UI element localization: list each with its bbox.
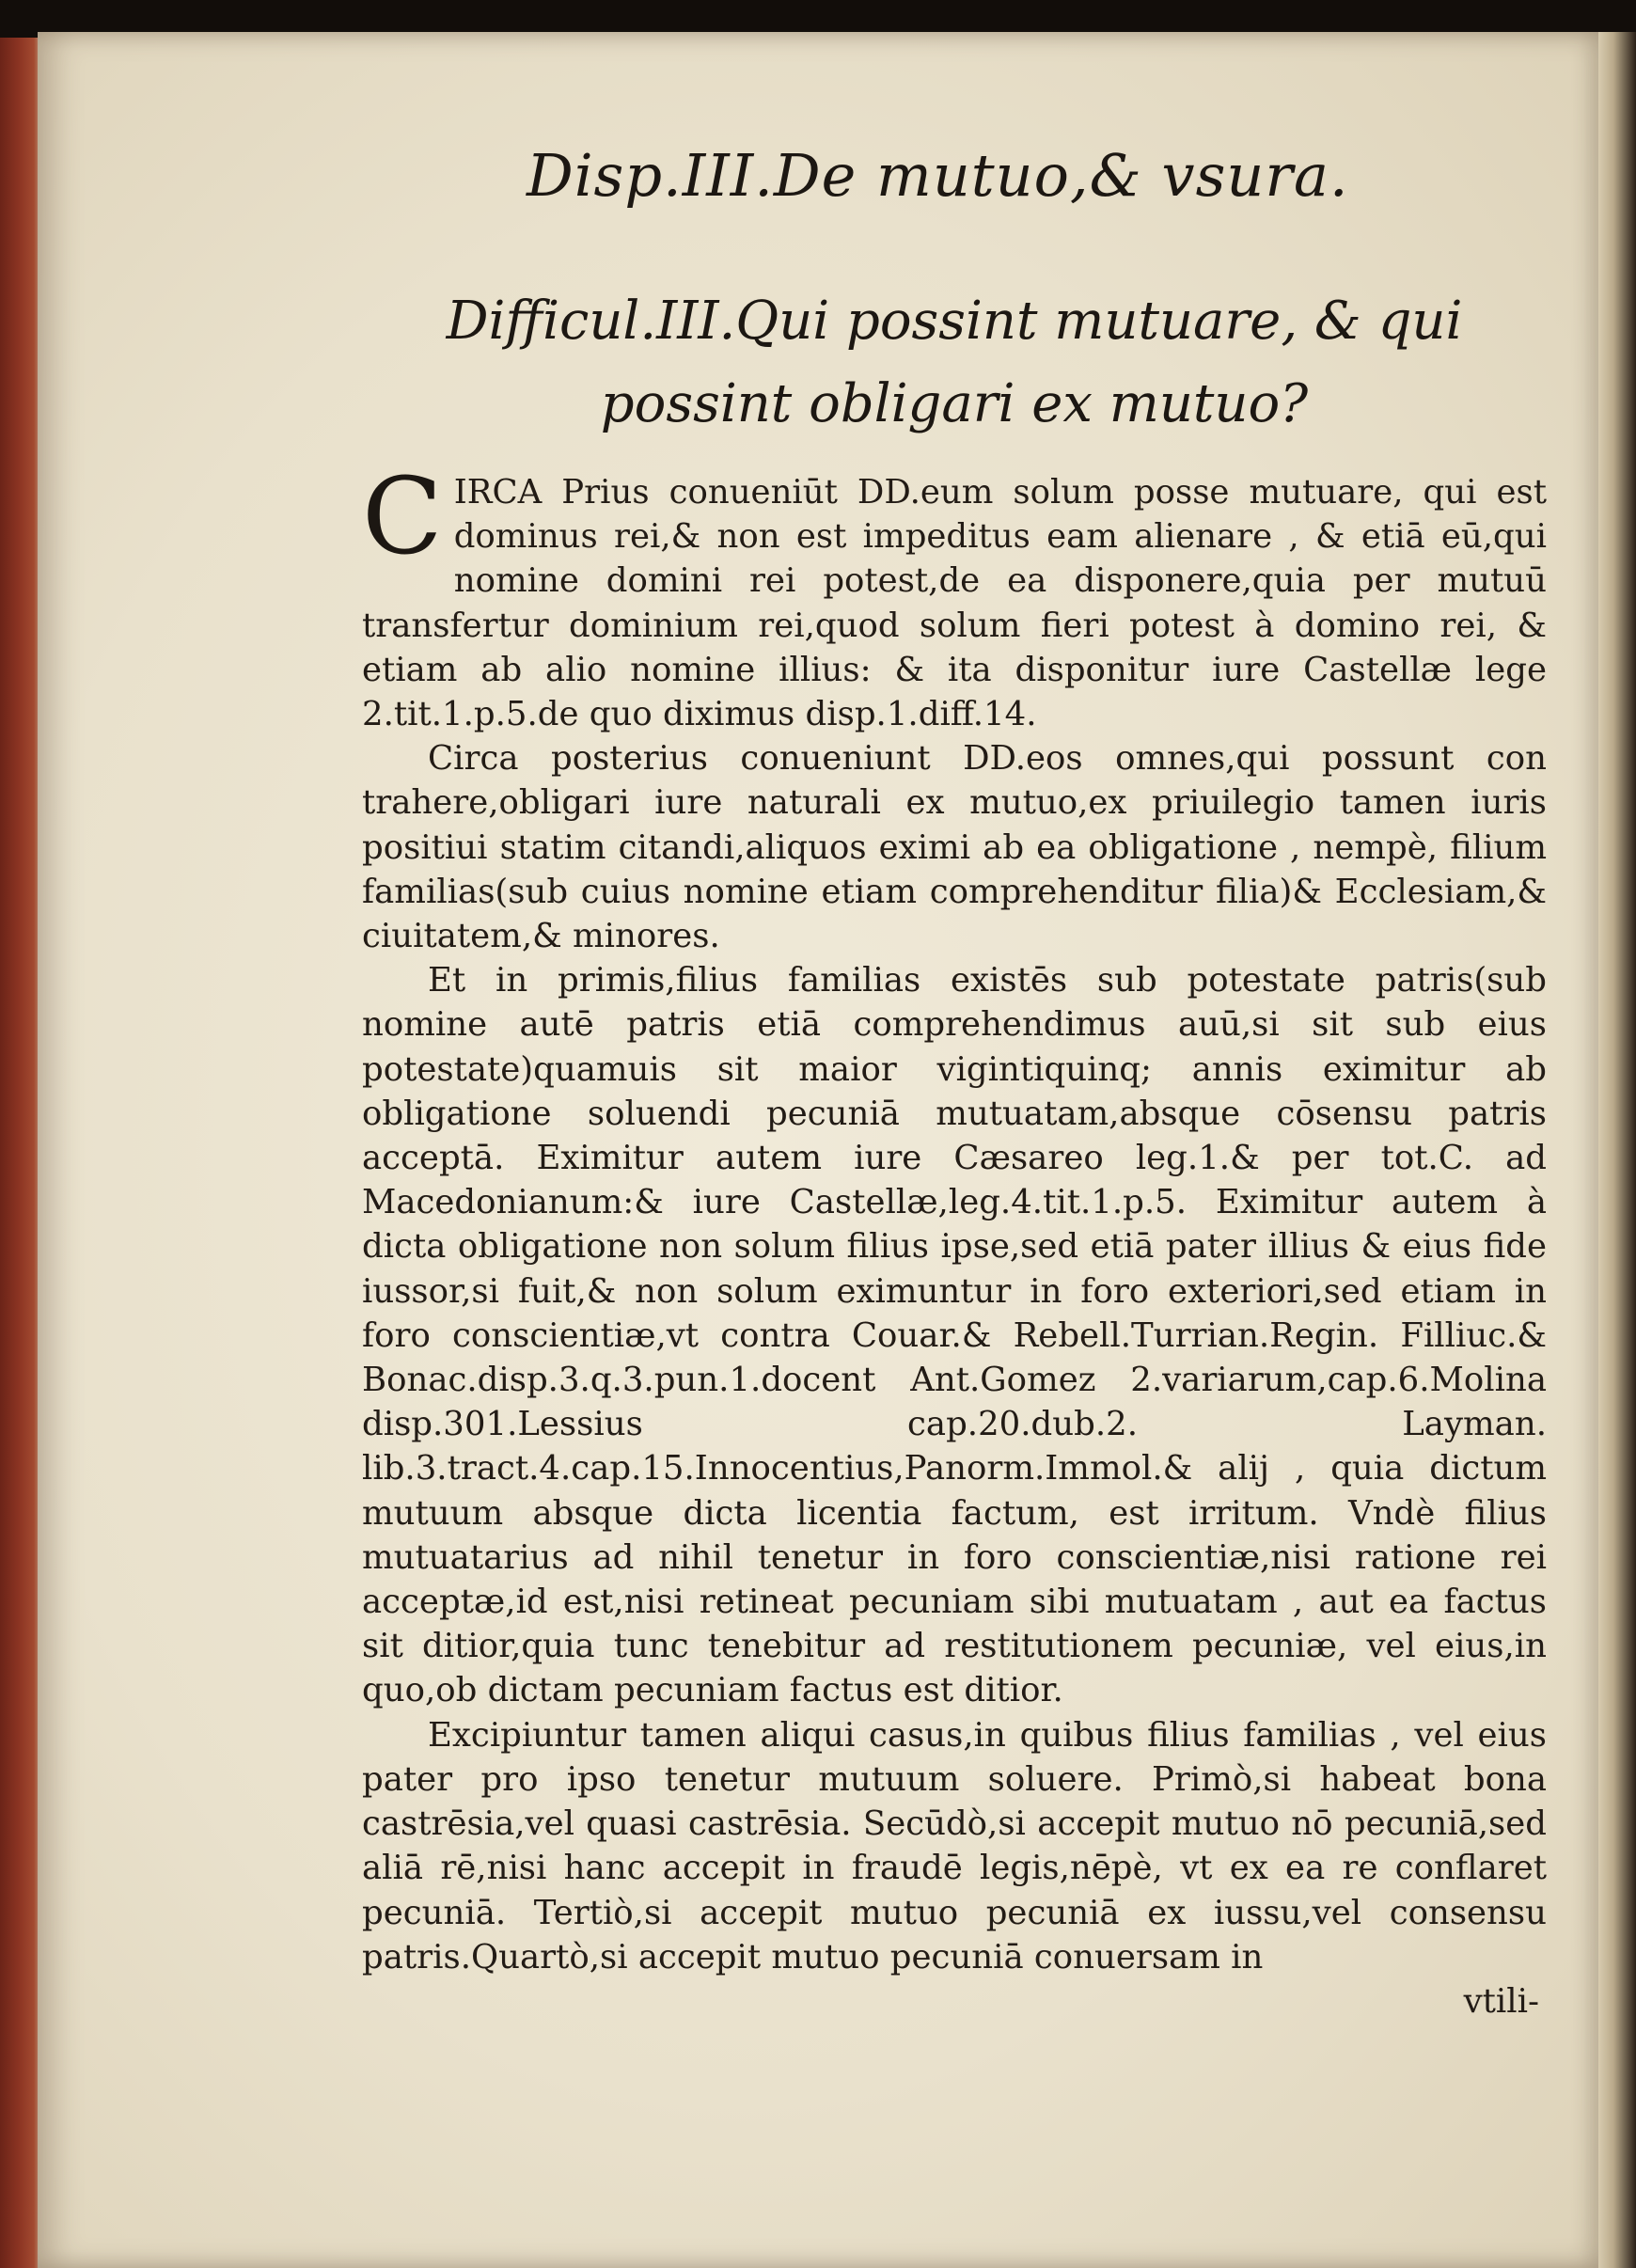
drop-cap: C (362, 456, 443, 578)
running-head: Disp.III.De mutuo,& vsura. (527, 141, 1349, 210)
paragraph-4: Excipiuntur tamen aliqui casus,in quibus filius familias , vel eius pater pro ipso tenetur mutuum soluere. Primò,si habeat bona castrēsia,vel quasi castrēsia. Secūdò,si accepit mutuo nō pecuniā,sed aliā rē,nisi hanc accepit in fraudē legis,nēpè, vt ex ea re conflaret pecuniā. Tertiò,si accepit mutuo pecuniā ex iussu,vel consensu patris.Quartò,si accepit mutuo pecuniā conuersam in (362, 1715, 1547, 1977)
page-edge-right (1598, 32, 1636, 2268)
catchword: vtili- (1463, 1981, 1539, 2021)
paragraph-2: Circa posterius conueniunt DD.eos omnes,qui possunt con trahere,obligari iure naturali ex mutuo,ex priuilegio tamen iuris positiui statim citandi,aliquos eximi ab ea obligatione , nempè, filium familias(sub cuius nomine etiam comprehenditur filia)& Ecclesiam,& ciuitatem,& minores. (362, 739, 1547, 956)
paragraph-3: Et in primis,filius familias existēs sub potestate patris(sub nomine autē patris etiā comprehendimus auū,si sit sub eius potestate)quamuis sit maior vigintiquinq; annis eximitur ab obligatione soluendi pecuniā mutuatam,absque cōsensu patris acceptā. Eximitur autem iure Cæsareo leg.1.& per tot.C. ad Macedonianum:& iure Castellæ,leg.4.tit.1.p.5. Eximitur autem à dicta obligatione non solum filius ipse,sed etiā pater illius & eius fide iussor,si fuit,& non solum eximuntur in foro exteriori,sed etiam in foro conscientiæ,vt contra Couar.& Rebell.Turrian.Regin. Filliuc.& Bonac.disp.3.q.3.pun.1.docent Ant.Gomez 2.variarum,cap.6.Molina disp.301.Lessius cap.20.dub.2. Layman. lib.3.tract.4.cap.15.Innocentius,Panorm.Immol.& alij , quia dictum mutuum absque dicta licentia factum, est irritum. Vndè filius mutuatarius ad nihil tenetur in foro conscientiæ,nisi ratione rei acceptæ,id est,nisi retineat pecuniam sibi mutuatam , aut ea factus sit ditior,quia tunc tenebitur ad restitutionem pecuniæ, vel eius,in quo,ob dictam pecuniam factus est ditior. (362, 961, 1547, 1710)
section-heading: Difficul.III.Qui possint mutuare, & qui possint obligari ex mutuo? (446, 291, 1463, 434)
paragraph-text: IRCA Prius conueniūt DD.eum solum posse mutuare, qui est dominus rei,& non est impeditus eam alienare , & etiā eū,qui nomine domini rei potest,de ea disponere,quia per mutuū transfertur dominium rei,quod solum fieri potest à domino rei, & etiam ab alio nomine illius: & ita disponitur iure Castellæ lege 2.tit.1.p.5.de quo diximus disp.1.diff.14. (362, 473, 1547, 734)
paragraph-1 (362, 456, 1547, 736)
body-text (362, 456, 1547, 2024)
